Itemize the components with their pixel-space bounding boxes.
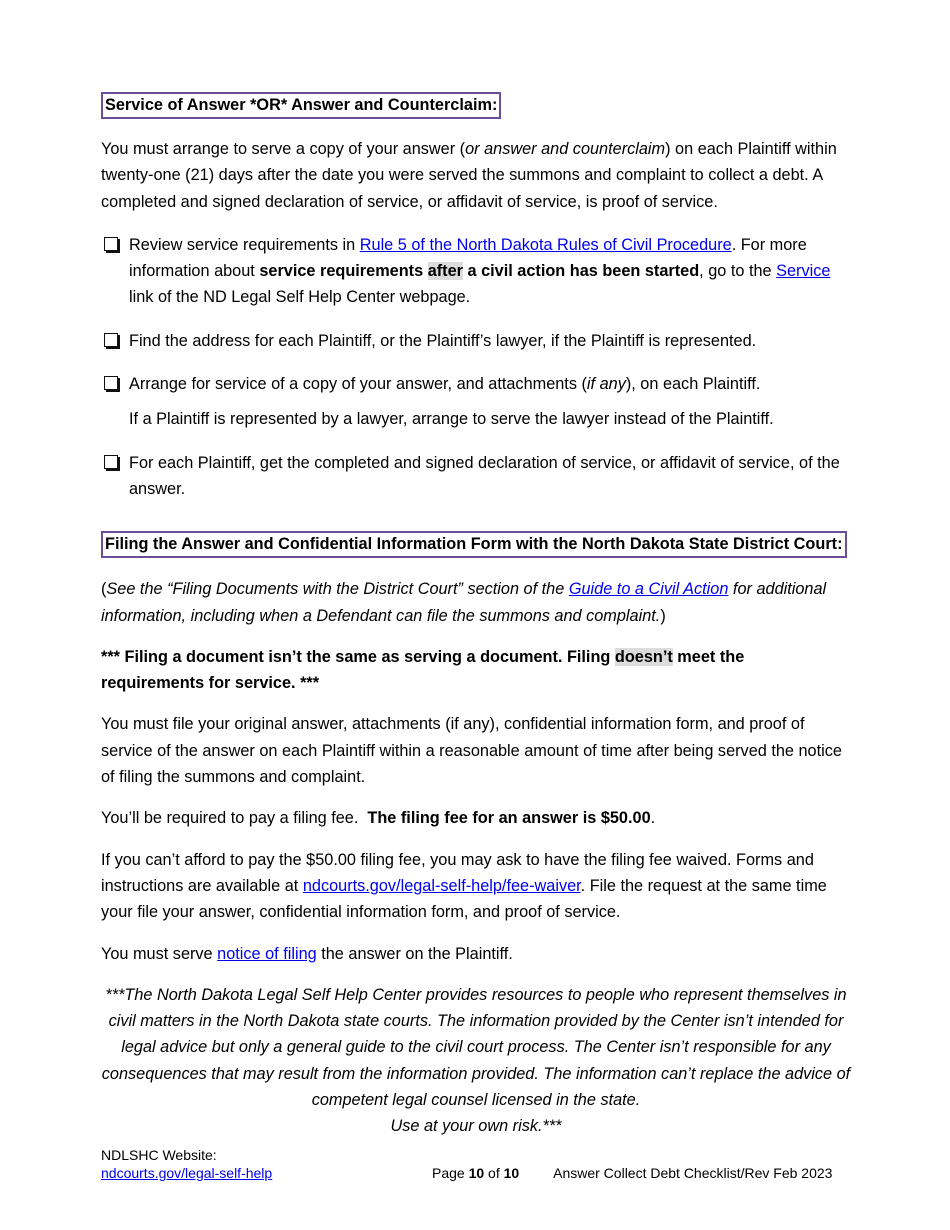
checkbox-icon[interactable] <box>104 237 118 251</box>
checklist-item-declaration: For each Plaintiff, get the completed and signed declaration of service, or affidavit of service, of the answer. <box>101 450 851 503</box>
service-intro: You must arrange to serve a copy of your answer (or answer and counterclaim) on each Plaintiff within twenty-one (21) days after the date you were served the summons and complaint to collect a debt. A completed and signed declaration of service, or affidavit of service, is proof of service. <box>101 140 837 211</box>
filing-fee: You’ll be required to pay a filing fee. The filing fee for an answer is $50.00. <box>101 809 656 828</box>
checkbox-icon[interactable] <box>104 455 118 469</box>
checklist-item-review: Review service requirements in Rule 5 of the North Dakota Rules of Civil Procedure. For more information about service requirements after a civil action has been started, go to the Service link of the ND Legal Self Help Center webpage. <box>101 232 851 311</box>
guide-civil-action-link[interactable]: Guide to a Civil Action <box>568 580 729 599</box>
service-heading: Service of Answer *OR* Answer and Counterclaim: <box>101 92 501 119</box>
filing-heading: Filing the Answer and Confidential Information Form with the North Dakota State District Court: <box>101 531 847 558</box>
disclaimer: ***The North Dakota Legal Self Help Center provides resources to people who represent themselves in civil matters in the North Dakota state courts. The information provided by the Center isn’t intended for legal advice but only a general guide to the civil court process. The Center isn’t responsible for any consequences that may result from the information provided. The information can’t replace the advice of competent legal counsel licensed in the state. Use at your own risk.*** <box>101 985 851 1136</box>
rule5-link[interactable]: Rule 5 of the North Dakota Rules of Civil Procedure <box>359 235 732 254</box>
checklist-item-address: Find the address for each Plaintiff, or the Plaintiff’s lawyer, if the Plaintiff is represented. <box>101 328 851 354</box>
fee-waiver-link[interactable]: ndcourts.gov/legal-self-help/fee-waiver <box>302 876 581 895</box>
service-link[interactable]: Service <box>776 262 831 281</box>
serve-notice: You must serve notice of filing the answer on the Plaintiff. <box>101 944 513 963</box>
guide-note: (See the “Filing Documents with the District Court” section of the Guide to a Civil Action for additional information, including when a Defendant can file the summons and complaint.) <box>101 580 827 625</box>
website-link[interactable]: ndcourts.gov/legal-self-help <box>101 1165 273 1181</box>
checkbox-icon[interactable] <box>104 333 118 347</box>
notice-of-filing-link[interactable]: notice of filing <box>217 944 317 963</box>
document-revision: Answer Collect Debt Checklist/Rev Feb 2023 <box>553 1165 833 1181</box>
section-filing-heading <box>101 531 851 558</box>
website-label: NDLSHC Website: <box>101 1147 217 1163</box>
file-instructions: You must file your original answer, attachments (if any), confidential information form, and proof of service of the answer on each Plaintiff within a reasonable amount of time after being served the notice of filing the summons and complaint. <box>101 715 842 787</box>
lawyer-note: If a Plaintiff is represented by a lawyer, arrange to serve the lawyer instead of the Plaintiff. <box>129 410 774 429</box>
fee-waiver: If you can’t afford to pay the $50.00 filing fee, you may ask to have the filing fee waived. Forms and instructions are available at ndcourts.gov/legal-self-help/fee-waiver. File the request at the same time your file your answer, confidential information form, and proof of service. <box>101 850 827 922</box>
page-number: Page 10 of 10 Answer Collect Debt Checklist/Rev Feb 2023 <box>432 1165 833 1181</box>
filing-warning: *** Filing a document isn’t the same as serving a document. Filing doesn’t meet the requirements for service. *** <box>101 647 745 693</box>
checkbox-icon[interactable] <box>104 376 118 390</box>
checklist-item-arrange: Arrange for service of a copy of your answer, and attachments (if any), on each Plaintiff. If a Plaintiff is represented by a lawyer, arrange to serve the lawyer instead of the Plaintiff. <box>101 371 851 433</box>
page-footer <box>101 1146 861 1182</box>
document-page <box>101 92 851 1140</box>
section-service-heading <box>101 92 851 119</box>
